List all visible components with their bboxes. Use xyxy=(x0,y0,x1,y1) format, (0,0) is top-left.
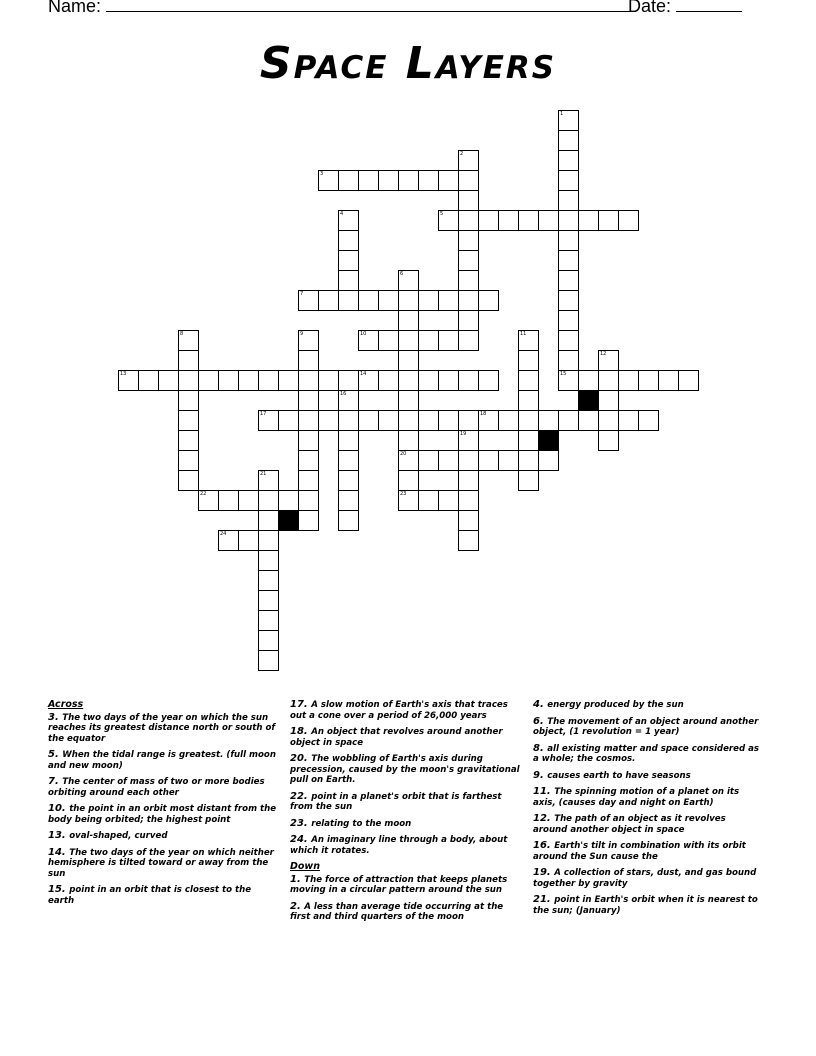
clue-number: 13. xyxy=(48,830,70,841)
grid-cell[interactable] xyxy=(458,470,479,491)
down-heading: Down xyxy=(290,861,320,872)
clue-item xyxy=(48,713,278,745)
grid-cell[interactable] xyxy=(598,430,619,451)
puzzle-title: Space Layers xyxy=(259,38,557,89)
grid-cell[interactable] xyxy=(558,370,579,391)
clue-text: all existing matter and space considered as a whole; the cosmos. xyxy=(533,743,760,764)
grid-cell[interactable] xyxy=(398,490,419,511)
clue-item xyxy=(533,717,763,738)
grid-cell[interactable] xyxy=(258,530,279,551)
clue-item xyxy=(290,902,520,923)
grid-cell[interactable] xyxy=(298,330,319,351)
grid-cell[interactable] xyxy=(338,270,359,291)
grid-cell[interactable] xyxy=(458,210,479,231)
clue-text: oval-shaped, curved xyxy=(69,831,168,841)
grid-cell[interactable] xyxy=(338,470,359,491)
grid-cell[interactable] xyxy=(518,330,539,351)
cell-number: 4 xyxy=(340,211,344,217)
grid-cell[interactable] xyxy=(458,490,479,511)
clue-number: 11. xyxy=(533,786,555,797)
grid-cell[interactable] xyxy=(278,410,299,431)
clue-item xyxy=(48,777,278,798)
grid-cell[interactable] xyxy=(278,370,299,391)
grid-cell[interactable] xyxy=(458,250,479,271)
cell-number: 22 xyxy=(200,491,207,497)
grid-cell[interactable] xyxy=(398,390,419,411)
cell-number: 15 xyxy=(560,371,567,377)
grid-cell[interactable] xyxy=(458,290,479,311)
grid-cell[interactable] xyxy=(178,410,199,431)
grid-cell[interactable] xyxy=(298,510,319,531)
grid-cell[interactable] xyxy=(158,370,179,391)
cell-number: 5 xyxy=(440,211,444,217)
grid-cell[interactable] xyxy=(338,410,359,431)
grid-cell[interactable] xyxy=(558,270,579,291)
grid-cell[interactable] xyxy=(258,510,279,531)
cell-number: 21 xyxy=(260,471,267,477)
grid-cell[interactable] xyxy=(478,290,499,311)
grid-cell[interactable] xyxy=(578,410,599,431)
grid-cell[interactable] xyxy=(178,470,199,491)
grid-cell[interactable] xyxy=(558,310,579,331)
clue-text: point in Earth's orbit when it is nearest to the sun; (January) xyxy=(533,895,758,916)
clue-item xyxy=(48,885,278,906)
grid-cell[interactable] xyxy=(238,490,259,511)
grid-cell[interactable] xyxy=(498,410,519,431)
clue-number: 2. xyxy=(290,900,305,912)
clue-text: A slow motion of Earth's axis that traces out a cone over a period of 26,000 years xyxy=(290,700,508,721)
clue-number: 24. xyxy=(290,834,312,845)
cell-number: 11 xyxy=(520,331,527,337)
grid-cell[interactable] xyxy=(198,370,219,391)
clue-item xyxy=(290,792,520,813)
cell-number: 19 xyxy=(460,431,467,437)
name-label: Name: xyxy=(48,0,102,16)
grid-cell[interactable] xyxy=(378,410,399,431)
grid-cell[interactable] xyxy=(378,290,399,311)
grid-cell[interactable] xyxy=(618,410,639,431)
grid-cell[interactable] xyxy=(298,290,319,311)
grid-cell[interactable] xyxy=(518,350,539,371)
grid-cell[interactable] xyxy=(358,330,379,351)
grid-cell[interactable] xyxy=(398,450,419,471)
grid-cell[interactable] xyxy=(558,350,579,371)
grid-cell[interactable] xyxy=(398,350,419,371)
clue-text: The two days of the year on which neither hemisphere is tilted toward or away from the sun xyxy=(48,847,274,879)
grid-cell[interactable] xyxy=(338,230,359,251)
clue-item xyxy=(533,744,763,765)
grid-cell[interactable] xyxy=(598,350,619,371)
clue-number: 14. xyxy=(48,846,70,858)
grid-cell[interactable] xyxy=(478,450,499,471)
clue-number: 21. xyxy=(533,894,555,905)
grid-cell[interactable] xyxy=(438,450,459,471)
clue-number: 8. xyxy=(533,742,548,754)
grid-cell[interactable] xyxy=(398,470,419,491)
grid-cell[interactable] xyxy=(458,270,479,291)
grid-cell[interactable] xyxy=(398,170,419,191)
grid-cell[interactable] xyxy=(298,470,319,491)
grid-cell[interactable] xyxy=(518,410,539,431)
clue-item xyxy=(533,841,763,862)
grid-cell[interactable] xyxy=(558,190,579,211)
grid-cell[interactable] xyxy=(258,410,279,431)
cell-number: 7 xyxy=(300,291,304,297)
grid-cell[interactable] xyxy=(378,370,399,391)
clue-text: The path of an object as it revolves around another object in space xyxy=(533,814,726,835)
clues-column-2 xyxy=(290,700,520,929)
clue-number: 5. xyxy=(48,749,63,760)
grid-cell[interactable] xyxy=(598,410,619,431)
grid-cell[interactable] xyxy=(458,430,479,451)
clue-text: The center of mass of two or more bodies orbiting around each other xyxy=(48,777,265,798)
clue-number: 15. xyxy=(48,884,70,895)
grid-cell[interactable] xyxy=(598,390,619,411)
clue-number: 16. xyxy=(533,840,555,851)
cell-number: 17 xyxy=(260,411,267,417)
clue-item xyxy=(48,750,278,771)
clue-item xyxy=(48,848,278,880)
grid-cell[interactable] xyxy=(438,210,459,231)
grid-cell[interactable] xyxy=(458,170,479,191)
clues-column-1 xyxy=(48,700,278,912)
grid-cell[interactable] xyxy=(618,370,639,391)
date-label: Date: xyxy=(628,0,672,16)
grid-cell[interactable] xyxy=(458,310,479,331)
grid-cell[interactable] xyxy=(598,370,619,391)
grid-cell[interactable] xyxy=(358,370,379,391)
clue-item xyxy=(533,895,763,916)
grid-cell[interactable] xyxy=(258,490,279,511)
grid-cell[interactable] xyxy=(558,210,579,231)
grid-cell[interactable] xyxy=(238,530,259,551)
grid-cell[interactable] xyxy=(178,430,199,451)
grid-cell[interactable] xyxy=(518,450,539,471)
grid-cell[interactable] xyxy=(558,250,579,271)
cell-number: 23 xyxy=(400,491,407,497)
grid-cell[interactable] xyxy=(258,550,279,571)
clue-text: relating to the moon xyxy=(311,818,412,829)
grid-cell[interactable] xyxy=(418,290,439,311)
grid-cell[interactable] xyxy=(558,230,579,251)
cell-number: 3 xyxy=(320,171,324,177)
grid-cell[interactable] xyxy=(178,330,199,351)
grid-cell[interactable] xyxy=(538,410,559,431)
clue-item xyxy=(290,875,520,896)
clue-item xyxy=(533,700,763,711)
clue-number: 10. xyxy=(48,803,70,814)
grid-cell[interactable] xyxy=(558,130,579,151)
grid-cell[interactable] xyxy=(438,490,459,511)
clue-item xyxy=(48,804,278,825)
clue-text: Earth's tilt in combination with its orbit around the Sun cause the xyxy=(533,841,746,862)
grid-cell[interactable] xyxy=(498,210,519,231)
grid-cell[interactable] xyxy=(558,410,579,431)
cell-number: 8 xyxy=(180,331,184,337)
grid-cell[interactable] xyxy=(458,330,479,351)
grid-cell[interactable] xyxy=(338,170,359,191)
grid-cell[interactable] xyxy=(178,390,199,411)
grid-cell[interactable] xyxy=(298,350,319,371)
clue-item xyxy=(533,814,763,835)
grid-cell[interactable] xyxy=(418,170,439,191)
grid-cell[interactable] xyxy=(178,450,199,471)
grid-cell[interactable] xyxy=(498,450,519,471)
grid-cell[interactable] xyxy=(578,210,599,231)
grid-cell[interactable] xyxy=(538,450,559,471)
grid-cell[interactable] xyxy=(398,330,419,351)
clue-number: 3. xyxy=(48,711,63,723)
cell-number: 2 xyxy=(460,151,464,157)
grid-cell[interactable] xyxy=(138,370,159,391)
grid-cell[interactable] xyxy=(418,450,439,471)
clue-number: 18. xyxy=(290,726,312,737)
grid-cell[interactable] xyxy=(338,370,359,391)
clue-text: The two days of the year on which the sun reaches its greatest distance north or south of the equator xyxy=(48,712,276,744)
clue-number: 12. xyxy=(533,813,555,824)
clue-item xyxy=(290,754,520,786)
clue-item xyxy=(533,771,763,782)
clue-text: causes earth to have seasons xyxy=(547,770,691,781)
grid-cell[interactable] xyxy=(258,650,279,671)
clue-text: energy produced by the sun xyxy=(547,700,684,710)
clue-number: 4. xyxy=(533,699,548,710)
blocked-cell xyxy=(578,390,599,411)
clues-column-3 xyxy=(533,700,763,922)
grid-cell[interactable] xyxy=(338,250,359,271)
clue-text: The spinning motion of a planet on its axis, (causes day and night on Earth) xyxy=(533,787,740,808)
grid-cell[interactable] xyxy=(318,410,339,431)
cell-number: 6 xyxy=(400,271,404,277)
grid-cell[interactable] xyxy=(438,330,459,351)
grid-cell[interactable] xyxy=(538,210,559,231)
grid-cell[interactable] xyxy=(238,370,259,391)
grid-cell[interactable] xyxy=(438,410,459,431)
clue-number: 19. xyxy=(533,867,555,878)
grid-cell[interactable] xyxy=(418,410,439,431)
cell-number: 13 xyxy=(120,371,127,377)
grid-cell[interactable] xyxy=(258,470,279,491)
grid-cell[interactable] xyxy=(298,430,319,451)
grid-cell[interactable] xyxy=(418,330,439,351)
grid-cell[interactable] xyxy=(338,290,359,311)
grid-cell[interactable] xyxy=(218,530,239,551)
clue-text: The wobbling of Earth's axis during precession, caused by the moon's gravitational pull on Earth. xyxy=(290,754,520,785)
grid-cell[interactable] xyxy=(298,390,319,411)
grid-cell[interactable] xyxy=(398,370,419,391)
clue-number: 6. xyxy=(533,715,548,727)
grid-cell[interactable] xyxy=(358,290,379,311)
grid-cell[interactable] xyxy=(558,110,579,131)
grid-cell[interactable] xyxy=(218,490,239,511)
grid-cell[interactable] xyxy=(598,210,619,231)
clue-text: The movement of an object around another object, (1 revolution = 1 year) xyxy=(533,716,759,737)
grid-cell[interactable] xyxy=(298,490,319,511)
clue-item xyxy=(533,868,763,889)
grid-cell[interactable] xyxy=(558,170,579,191)
grid-cell[interactable] xyxy=(458,190,479,211)
grid-cell[interactable] xyxy=(338,210,359,231)
grid-cell[interactable] xyxy=(458,230,479,251)
grid-cell[interactable] xyxy=(178,350,199,371)
grid-cell[interactable] xyxy=(358,170,379,191)
grid-cell[interactable] xyxy=(458,510,479,531)
grid-cell[interactable] xyxy=(178,370,199,391)
grid-cell[interactable] xyxy=(278,490,299,511)
grid-cell[interactable] xyxy=(258,630,279,651)
grid-cell[interactable] xyxy=(398,270,419,291)
grid-cell[interactable] xyxy=(618,210,639,231)
grid-cell[interactable] xyxy=(358,410,379,431)
grid-cell[interactable] xyxy=(378,170,399,191)
grid-cell[interactable] xyxy=(558,330,579,351)
clue-item xyxy=(533,787,763,808)
grid-cell[interactable] xyxy=(338,390,359,411)
grid-cell[interactable] xyxy=(218,370,239,391)
grid-cell[interactable] xyxy=(638,370,659,391)
grid-cell[interactable] xyxy=(298,370,319,391)
blocked-cell xyxy=(278,510,299,531)
cell-number: 24 xyxy=(220,531,227,537)
grid-cell[interactable] xyxy=(438,170,459,191)
clue-item xyxy=(48,831,278,842)
grid-cell[interactable] xyxy=(438,290,459,311)
grid-cell[interactable] xyxy=(398,410,419,431)
grid-cell[interactable] xyxy=(338,430,359,451)
cell-number: 10 xyxy=(360,331,367,337)
grid-cell[interactable] xyxy=(518,370,539,391)
clue-text: An object that revolves around another object in space xyxy=(290,727,503,748)
grid-cell[interactable] xyxy=(458,410,479,431)
grid-cell[interactable] xyxy=(658,370,679,391)
grid-cell[interactable] xyxy=(558,290,579,311)
cell-number: 14 xyxy=(360,371,367,377)
cell-number: 12 xyxy=(600,351,607,357)
clue-number: 20. xyxy=(290,753,312,764)
clue-text: When the tidal range is greatest. (full moon and new moon) xyxy=(48,750,276,771)
grid-cell[interactable] xyxy=(398,310,419,331)
clue-text: point in an orbit that is closest to the earth xyxy=(48,885,252,906)
clue-number: 22. xyxy=(290,790,312,802)
grid-cell[interactable] xyxy=(458,450,479,471)
cell-number: 1 xyxy=(560,111,564,117)
grid-cell[interactable] xyxy=(258,370,279,391)
grid-cell[interactable] xyxy=(458,370,479,391)
cell-number: 18 xyxy=(480,411,487,417)
clue-text: the point in an orbit most distant from the body being orbited; the highest point xyxy=(48,804,277,825)
grid-cell[interactable] xyxy=(258,610,279,631)
grid-cell[interactable] xyxy=(298,450,319,471)
grid-cell[interactable] xyxy=(558,150,579,171)
grid-cell[interactable] xyxy=(338,450,359,471)
clue-text: A collection of stars, dust, and gas bound together by gravity xyxy=(533,868,757,889)
cell-number: 16 xyxy=(340,391,347,397)
grid-cell[interactable] xyxy=(578,370,599,391)
grid-cell[interactable] xyxy=(258,590,279,611)
grid-cell[interactable] xyxy=(518,210,539,231)
grid-cell[interactable] xyxy=(338,510,359,531)
clue-number: 9. xyxy=(533,769,548,781)
clue-item xyxy=(290,727,520,748)
clue-text: A less than average tide occurring at the first and third quarters of the moon xyxy=(290,901,504,922)
grid-cell[interactable] xyxy=(398,430,419,451)
clue-item xyxy=(290,835,520,856)
across-heading: Across xyxy=(48,699,84,710)
grid-cell[interactable] xyxy=(198,490,219,511)
grid-cell[interactable] xyxy=(478,410,499,431)
grid-cell[interactable] xyxy=(518,430,539,451)
clue-number: 23. xyxy=(290,817,312,829)
grid-cell[interactable] xyxy=(678,370,699,391)
blocked-cell xyxy=(538,430,559,451)
grid-cell[interactable] xyxy=(518,470,539,491)
grid-cell[interactable] xyxy=(478,210,499,231)
cell-number: 20 xyxy=(400,451,407,457)
grid-cell[interactable] xyxy=(118,370,139,391)
cell-number: 9 xyxy=(300,331,304,337)
grid-cell[interactable] xyxy=(338,490,359,511)
grid-cell[interactable] xyxy=(638,410,659,431)
clue-number: 1. xyxy=(290,873,305,885)
grid-cell[interactable] xyxy=(418,370,439,391)
grid-cell[interactable] xyxy=(438,370,459,391)
clue-item xyxy=(290,819,520,830)
grid-cell[interactable] xyxy=(298,410,319,431)
grid-cell[interactable] xyxy=(378,330,399,351)
grid-cell[interactable] xyxy=(318,170,339,191)
clue-text: point in a planet's orbit that is farthest from the sun xyxy=(290,791,502,812)
grid-cell[interactable] xyxy=(318,370,339,391)
grid-cell[interactable] xyxy=(258,570,279,591)
grid-cell[interactable] xyxy=(418,490,439,511)
clue-item xyxy=(290,700,520,721)
clue-number: 17. xyxy=(290,699,312,710)
grid-cell[interactable] xyxy=(398,290,419,311)
grid-cell[interactable] xyxy=(518,390,539,411)
grid-cell[interactable] xyxy=(478,370,499,391)
clue-number: 7. xyxy=(48,776,63,787)
grid-cell[interactable] xyxy=(318,290,339,311)
clue-text: An imaginary line through a body, about which it rotates. xyxy=(290,835,508,856)
grid-cell[interactable] xyxy=(458,150,479,171)
grid-cell[interactable] xyxy=(458,530,479,551)
clue-text: The force of attraction that keeps planets moving in a circular pattern around the sun xyxy=(290,874,508,895)
